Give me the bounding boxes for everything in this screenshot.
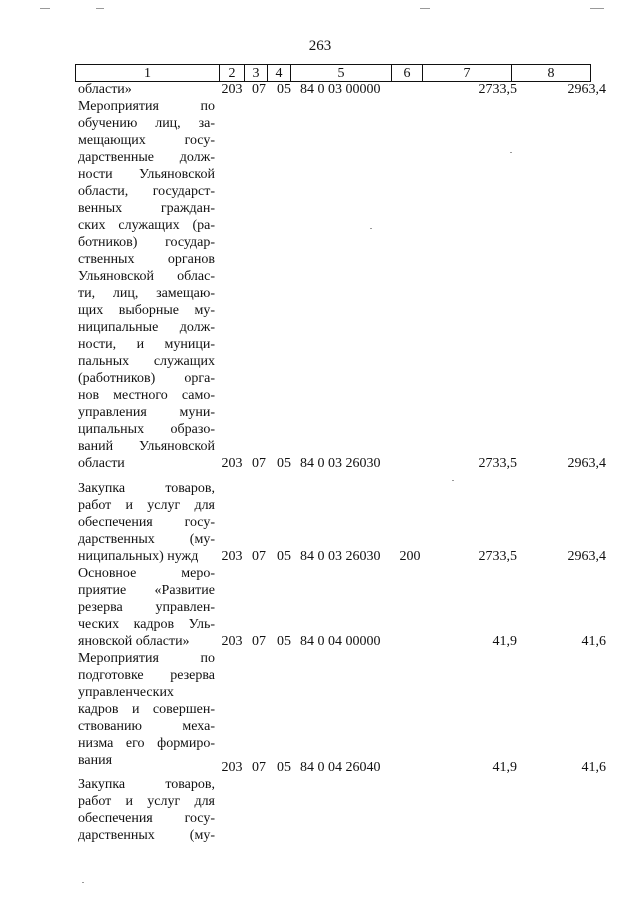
- desc-line: ботников) государ-: [78, 235, 215, 250]
- header-col-3: 3: [245, 65, 268, 82]
- desc-line: обучению лиц, за-: [78, 116, 215, 131]
- page-number: 263: [308, 38, 332, 54]
- desc-line: дарственных (му-: [78, 532, 215, 547]
- cell-col-7: 41,9: [492, 760, 517, 775]
- header-col-8: 8: [512, 65, 591, 82]
- cell-col-2: 203: [221, 82, 243, 97]
- desc-line: управленческих: [78, 685, 174, 700]
- cell-col-2: 203: [221, 760, 243, 775]
- cell-col-8: 2963,4: [567, 82, 606, 97]
- cell-col-3: 07: [252, 760, 266, 775]
- cell-col-7: 2733,5: [478, 549, 517, 564]
- cell-col-3: 07: [252, 549, 266, 564]
- desc-line: яновской области»: [78, 634, 190, 649]
- desc-line: (работников) орга-: [78, 371, 215, 386]
- cell-col-2: 203: [221, 549, 243, 564]
- desc-line: ти, лиц, замещаю-: [78, 286, 215, 301]
- desc-line: ниципальные долж-: [78, 320, 215, 335]
- desc-line: области, государст-: [78, 184, 215, 199]
- scan-speck: [510, 152, 512, 153]
- desc-line: ципальных образо-: [78, 422, 215, 437]
- desc-line: пальных служащих: [78, 354, 215, 369]
- row-description: [78, 480, 215, 565]
- desc-line: работ и услуг для: [78, 498, 215, 513]
- cell-col-8: 2963,4: [567, 456, 606, 471]
- header-col-6: 6: [392, 65, 423, 82]
- desc-line: Мероприятия по: [78, 99, 215, 114]
- scan-speck: [590, 8, 604, 9]
- scan-speck: [420, 8, 430, 9]
- desc-line: Закупка товаров,: [78, 777, 215, 792]
- desc-line: щих выборные му-: [78, 303, 215, 318]
- cell-col-2: 203: [221, 456, 243, 471]
- desc-line: Мероприятия по: [78, 651, 215, 666]
- desc-line: ности, и муници-: [78, 337, 215, 352]
- desc-line: ности Ульяновской: [78, 167, 215, 182]
- desc-line: приятие «Развитие: [78, 583, 215, 598]
- desc-line: управления муни-: [78, 405, 215, 420]
- desc-line: ских служащих (ра-: [78, 218, 215, 233]
- desc-line: низма его формиро-: [78, 736, 215, 751]
- desc-line: подготовке резерва: [78, 668, 215, 683]
- desc-line: мещающих госу-: [78, 133, 215, 148]
- desc-line: Закупка товаров,: [78, 481, 215, 496]
- cell-col-5: 84 0 03 26030: [300, 456, 381, 471]
- row-description: [78, 565, 215, 650]
- desc-line: Ульяновской облас-: [78, 269, 215, 284]
- row-description: [78, 650, 215, 769]
- desc-line: нов местного само-: [78, 388, 215, 403]
- cell-col-3: 07: [252, 82, 266, 97]
- desc-line: венных граждан-: [78, 201, 215, 216]
- header-col-7: 7: [423, 65, 512, 82]
- cell-col-4: 05: [277, 456, 291, 471]
- header-col-5: 5: [291, 65, 392, 82]
- desc-line: вания: [78, 753, 113, 768]
- scan-speck: [82, 882, 84, 883]
- row-description: [78, 776, 215, 844]
- desc-line: ниципальных) нужд: [78, 549, 199, 564]
- cell-col-8: 2963,4: [567, 549, 606, 564]
- cell-col-6: 200: [399, 549, 421, 564]
- desc-line: работ и услуг для: [78, 794, 215, 809]
- header-col-2: 2: [220, 65, 245, 82]
- scan-speck: [96, 8, 104, 9]
- row-description: [78, 81, 215, 98]
- scan-speck: [370, 228, 372, 229]
- cell-col-2: 203: [221, 634, 243, 649]
- cell-col-5: 84 0 03 26030: [300, 549, 381, 564]
- scan-speck: [452, 480, 454, 481]
- row-description: [78, 98, 215, 472]
- cell-col-3: 07: [252, 634, 266, 649]
- scan-speck: [40, 8, 50, 9]
- desc-line: дарственные долж-: [78, 150, 215, 165]
- cell-col-7: 41,9: [492, 634, 517, 649]
- cell-col-3: 07: [252, 456, 266, 471]
- desc-line: обеспечения госу-: [78, 515, 215, 530]
- cell-col-4: 05: [277, 760, 291, 775]
- desc-line: ственных органов: [78, 252, 215, 267]
- cell-col-5: 84 0 03 00000: [300, 82, 381, 97]
- cell-col-4: 05: [277, 549, 291, 564]
- cell-col-4: 05: [277, 82, 291, 97]
- desc-line: ствованию меха-: [78, 719, 215, 734]
- desc-line: дарственных (му-: [78, 828, 215, 843]
- cell-col-5: 84 0 04 00000: [300, 634, 381, 649]
- cell-col-4: 05: [277, 634, 291, 649]
- header-col-4: 4: [268, 65, 291, 82]
- cell-col-8: 41,6: [581, 760, 606, 775]
- cell-col-5: 84 0 04 26040: [300, 760, 381, 775]
- desc-line: Основное меро-: [78, 566, 215, 581]
- cell-col-7: 2733,5: [478, 82, 517, 97]
- desc-line: области: [78, 456, 125, 471]
- table-header: [75, 64, 591, 82]
- header-col-1: 1: [76, 65, 220, 82]
- desc-line: ческих кадров Уль-: [78, 617, 215, 632]
- desc-line: кадров и совершен-: [78, 702, 215, 717]
- cell-col-8: 41,6: [581, 634, 606, 649]
- desc-line: ваний Ульяновской: [78, 439, 215, 454]
- cell-col-7: 2733,5: [478, 456, 517, 471]
- desc-line: обеспечения госу-: [78, 811, 215, 826]
- desc-line: области»: [78, 82, 132, 97]
- desc-line: резерва управлен-: [78, 600, 215, 615]
